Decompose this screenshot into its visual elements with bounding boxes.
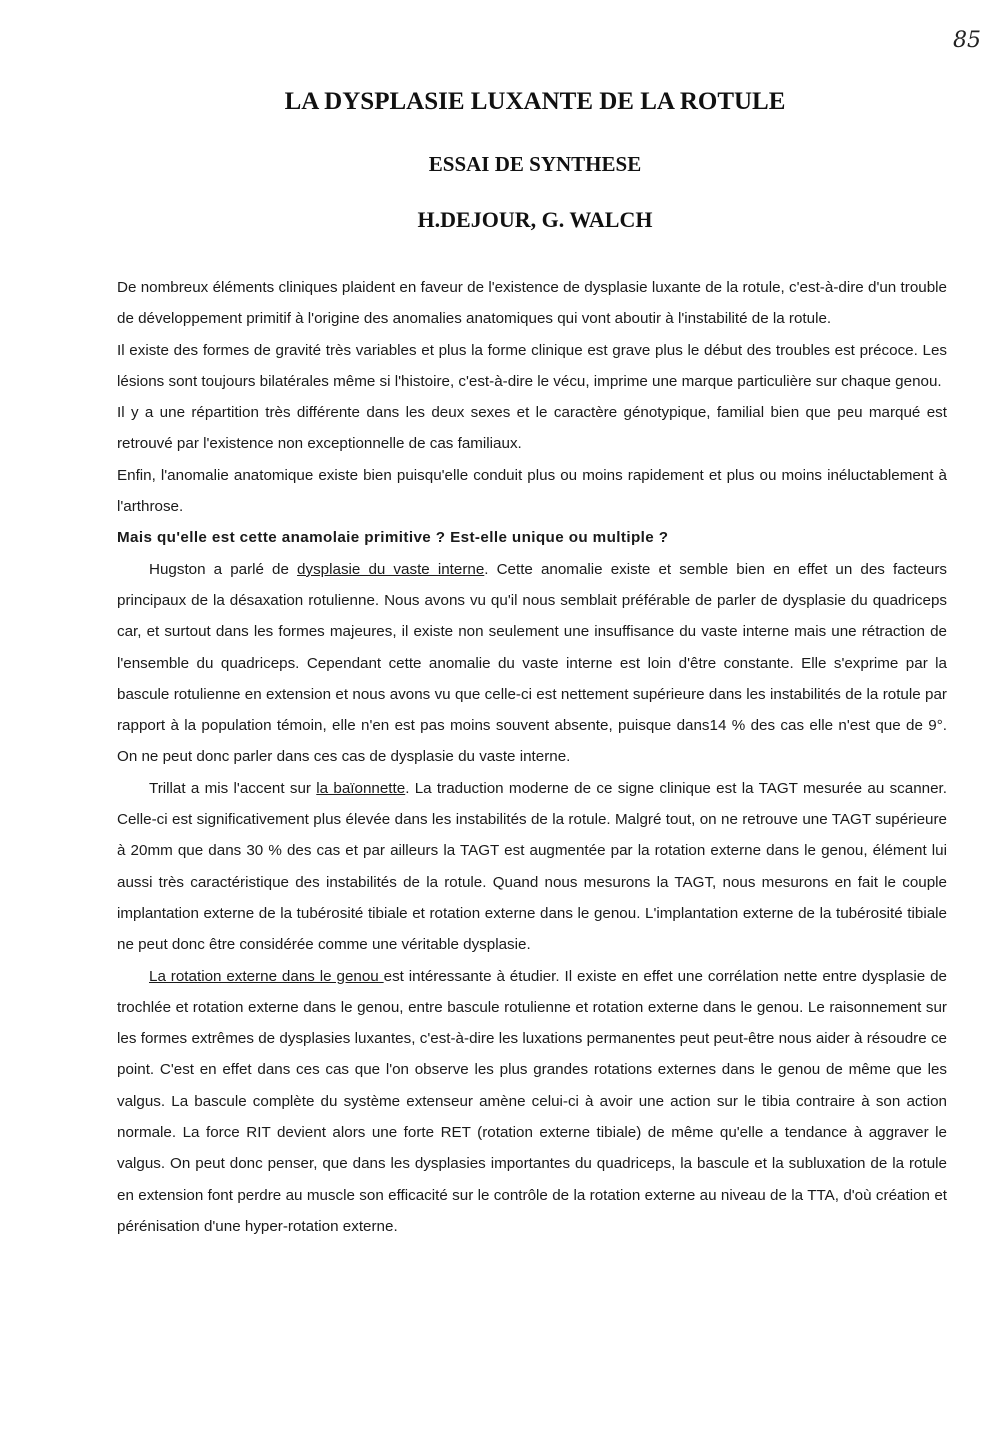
underlined-term-dysplasie-vaste-interne: dysplasie du vaste interne	[297, 560, 485, 578]
paragraph-vaste-interne	[117, 554, 947, 773]
paragraph-text: . Cette anomalie existe et semble bien en effet un des facteurs principaux de la désaxation rotulienne. Nous avons vu qu'il nous semblait préférable de parler de dysplasie du quadriceps car, et surtout dans les formes majeures, il existe non seulement une insuffisance du vaste interne mais une rétraction de l'ensemble du quadriceps. Cependant cette anomalie du vaste interne est loin d'être constante. Elle s'exprime par la bascule rotulienne en extension et nous avons vu que celle-ci est nettement supérieure dans les instabilités de la rotule par rapport à la population témoin, elle n'en est pas moins souvent absente, puisque dans14 % des cas elle n'est que de 9°. On ne peut donc parler dans ces cas de dysplasie du vaste interne.	[117, 560, 947, 766]
underlined-term-baionnette: la baïonnette	[316, 779, 406, 797]
document-title: LA DYSPLASIE LUXANTE DE LA ROTULE	[284, 88, 786, 115]
paragraph-text: Trillat a mis l'accent sur	[149, 779, 317, 797]
paragraph-text: . La traduction moderne de ce signe clinique est la TAGT mesurée au scanner. Celle-ci est significativement plus élevée dans les instabilités de la rotule. Malgré tout, on ne retrouve une TAGT supérieure à 20mm que dans 30 % des cas et par ailleurs la TAGT est augmentée par la rotation externe dans le genou, élément lui aussi très caractéristique des instabilités de la rotule. Quand nous mesurons la TAGT, nous mesurons en fait le couple implantation externe de la tubérosité tibiale et rotation externe dans le genou. L'implantation externe de la tubérosité tibiale ne peut donc être considérée comme une véritable dysplasie.	[117, 779, 947, 954]
paragraph-baionnette	[117, 773, 947, 961]
paragraph-gravity: Il existe des formes de gravité très variables et plus la forme clinique est grave plus le début des troubles est précoce. Les lésions sont toujours bilatérales même si l'histoire, c'est-à-dire le vécu, imprime une marque particulière sur chaque genou.	[117, 341, 947, 390]
document-subtitle: ESSAI DE SYNTHESE	[428, 152, 642, 176]
document-authors: H.DEJOUR, G. WALCH	[417, 207, 653, 232]
underlined-term-rotation-externe: La rotation externe dans le genou	[149, 967, 384, 985]
paragraph-text: Hugston a parlé de	[149, 560, 298, 578]
paragraph-arthrose: Enfin, l'anomalie anatomique existe bien puisqu'elle conduit plus ou moins rapidement et plus ou moins inéluctablement à l'arthrose.	[117, 466, 947, 516]
paragraph-text: est intéressante à étudier. Il existe en effet une corrélation nette entre dysplasie de trochlée et rotation externe dans le genou, entre bascule rotulienne et rotation externe dans le genou. Le raisonnement sur les formes extrêmes de dysplasies luxantes, c'est-à-dire les luxations permanentes peut peut-être nous aider à résoudre ce point. C'est en effet dans ces cas que l'on observe les plus grandes rotations externes dans le genou de même que les valgus. La bascule complète du système extenseur amène celui-ci à avoir une action sur le tibia contraire à son action normale. La force RIT devient alors une forte RET (rotation externe tibiale) de même qu'elle a tendance à aggraver le valgus. On peut donc penser, que dans les dysplasies importantes du quadriceps, la bascule et la subluxation de la rotule en extension font perdre au muscle son efficacité sur le contrôle de la rotation externe au niveau de la TTA, d'où création et pérénisation d'une hyper-rotation externe.	[117, 967, 947, 1235]
question-heading: Mais qu'elle est cette anamolaie primitive ? Est-elle unique ou multiple ?	[117, 529, 669, 547]
body-text	[117, 272, 947, 1242]
paragraph-sexes: Il y a une répartition très différente dans les deux sexes et le caractère génotypique, familial bien que peu marqué est retrouvé par l'existence non exceptionnelle de cas familiaux.	[117, 404, 947, 453]
paragraph-rotation-externe	[117, 961, 947, 1243]
paragraph-intro: De nombreux éléments cliniques plaident en faveur de l'existence de dysplasie luxante de la rotule, c'est-à-dire d'un trouble de développement primitif à l'origine des anomalies anatomiques qui vont aboutir à l'instabilité de la rotule.	[117, 279, 947, 328]
page-number: 85	[953, 28, 981, 53]
